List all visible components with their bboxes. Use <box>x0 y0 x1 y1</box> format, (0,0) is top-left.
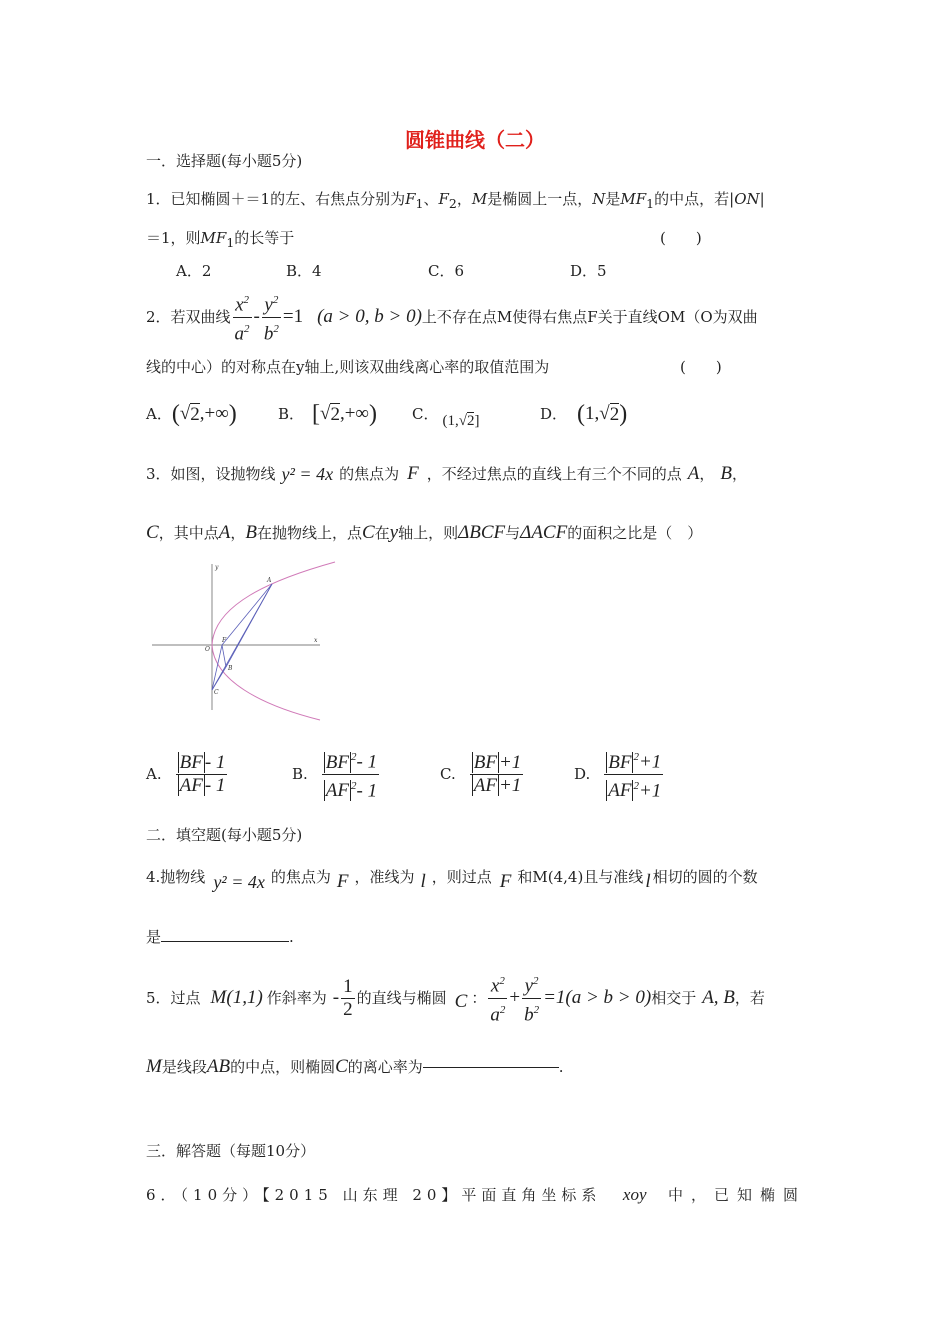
q2-answer-paren: ( ) <box>680 358 722 376</box>
q2-fraction-y: $\frac{y^2}{b^2}$ <box>262 289 281 345</box>
q1-option-d: D．5 <box>570 262 607 280</box>
q2-option-a: A． ( √ 2 , +∞ ) <box>146 401 237 427</box>
q2-line2: 线的中心）的对称点在y轴上,则该双曲线离心率的取值范围为 <box>146 358 550 376</box>
q4-line2: 是 . <box>146 928 294 946</box>
q2-option-d: D． ( 1 ,√ 2 ) <box>540 401 628 427</box>
page-title: 圆锥曲线（二） <box>405 128 545 152</box>
q3-option-c: C. $\frac{BF +1}{AF +1}$ <box>440 751 522 796</box>
q5-line1: 5．过点 M(1,1) 作斜率为 - $\frac{1}{2}$ 的直线与椭圆 C ： $\frac{x^2}{a^2}$ + $\frac{y^2}{b^2}$ =1(a > b > 0) 相交于 A, B ，若 <box>146 970 765 1026</box>
section-1-heading: 一．选择题(每小题5分) <box>146 152 303 170</box>
q1-line2: ＝1，则$MF_1$的长等于 <box>146 229 295 250</box>
q1-option-b: B．4 <box>286 262 322 280</box>
q4-answer-blank[interactable] <box>161 941 289 942</box>
q1-answer-paren: ( ) <box>660 229 702 247</box>
q2-option-b: B． [ √ 2 , +∞ ) <box>278 401 377 427</box>
q1-option-c: C．6 <box>428 262 465 280</box>
q4-line1: 4.抛物线 y² = 4x 的焦点为 F ，准线为 l ，则过点 F 和M(4,4)且与准线 l 相切的圆的个数 <box>146 868 758 892</box>
q1-option-a: A．2 <box>176 262 212 280</box>
q5-answer-blank[interactable] <box>423 1067 559 1068</box>
q3-line2: C ，其中点 A ， B 在抛物线上，点 C 在 y 轴上，则 ΔBCF 与 ΔACF 的面积之比是（ ） <box>146 522 703 543</box>
q1-line1: 1．已知椭圆＋＝1的左、右焦点分别为$F_1$、$F_2$，M是椭圆上一点，N是$MF_1$的中点，若|ON| <box>146 190 765 211</box>
fig-label-c: C <box>214 689 219 696</box>
section-2-heading: 二．填空题(每小题5分) <box>146 826 303 844</box>
q3-option-d: D. $\frac{BF ^2+1}{AF ^2+1}$ <box>574 746 665 802</box>
q2-fraction-x: $\frac{x^2}{a^2}$ <box>233 289 252 345</box>
q3-option-b: B. $\frac{BF ^2- 1}{AF ^2- 1}$ <box>292 746 381 802</box>
fig-label-b: B <box>228 665 233 672</box>
fig-label-x: x <box>314 637 318 644</box>
q6-line1: 6．（10分）【2015 山东理 20】平面直角坐标系 xoy 中，已知椭圆 <box>146 1185 806 1204</box>
section-3-heading: 三．解答题（每题10分） <box>146 1142 316 1160</box>
q2-line1: 2．若双曲线 $\frac{x^2}{a^2}$ - $\frac{y^2}{b^2}$ =1 (a > 0, b > 0) 上不存在点M使得右焦点F关于直线OM（O为双曲 <box>146 292 758 342</box>
fig-label-a: A <box>267 577 272 584</box>
q3-line1: 3．如图，设抛物线 y² = 4x 的焦点为 F ，不经过焦点的直线上有三个不同的点 A ， B ， <box>146 463 747 484</box>
fig-label-y: y <box>215 564 219 571</box>
fig-label-o: O <box>205 646 210 653</box>
q3-option-a: A. $\frac{BF - 1}{AF - 1}$ <box>146 751 226 796</box>
parabola-figure <box>150 560 340 722</box>
fig-label-f: F <box>222 637 227 644</box>
q5-line2: M 是线段 AB 的中点，则椭圆 C 的离心率为 . <box>146 1056 564 1077</box>
q2-option-c: C． (1,√2] <box>412 405 480 429</box>
